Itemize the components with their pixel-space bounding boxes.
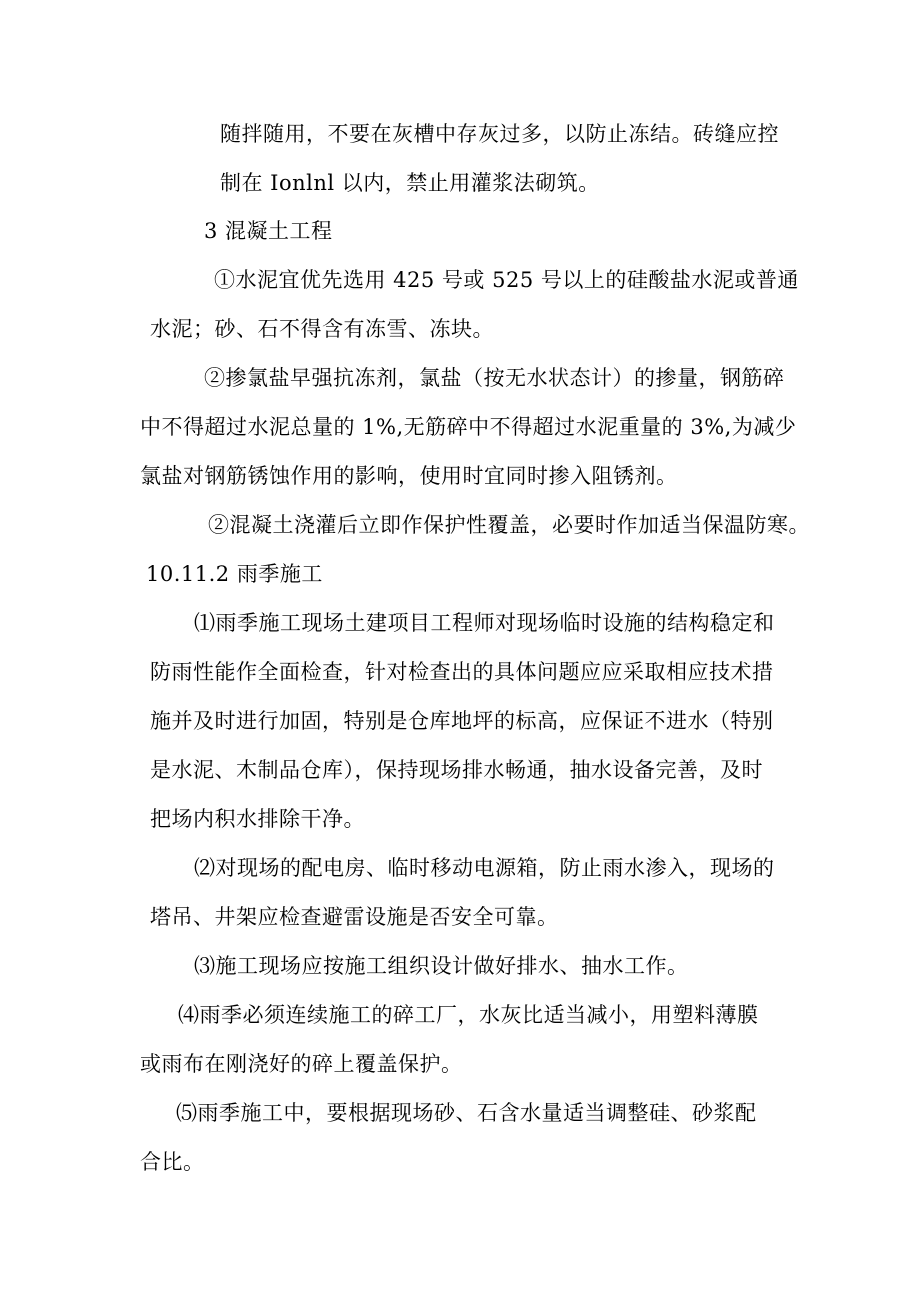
- section-heading: 10.11.2 雨季施工: [146, 562, 323, 586]
- text-line: ⑶施工现场应按施工组织设计做好排水、抽水工作。: [194, 954, 689, 978]
- section-heading: 3 混凝土工程: [204, 219, 333, 243]
- text-line: 塔吊、井架应检查避雷设施是否安全可靠。: [150, 905, 559, 929]
- text-line: ⑵对现场的配电房、临时移动电源箱，防止雨水渗入，现场的: [194, 856, 775, 880]
- text-line: 是水泥、木制品仓库），保持现场排水畅通，抽水设备完善，及时: [150, 758, 763, 782]
- text-line: 水泥；砂、石不得含有冻雪、冻块。: [150, 317, 494, 341]
- text-line: ⑴雨季施工现场土建项目工程师对现场临时设施的结构稳定和: [194, 611, 775, 635]
- text-line: 氯盐对钢筋锈蚀作用的影响，使用时宜同时掺入阻锈剂。: [140, 464, 678, 488]
- text-line: 或雨布在刚浇好的碎上覆盖保护。: [140, 1052, 463, 1076]
- text-line: ①水泥宜优先选用 425 号或 525 号以上的硅酸盐水泥或普通: [214, 268, 799, 292]
- text-line: ⑸雨季施工中，要根据现场砂、石含水量适当调整硅、砂浆配: [176, 1101, 757, 1125]
- text-line: ②混凝土浇灌后立即作保护性覆盖，必要时作加适当保温防寒。: [208, 513, 810, 537]
- text-line: 制在 Ionlnl 以内，禁止用灌浆法砌筑。: [220, 171, 600, 195]
- text-line: ⑷雨季必须连续施工的碎工厂，水灰比适当减小，用塑料薄膜: [178, 1003, 759, 1027]
- text-line: 合比。: [140, 1150, 205, 1174]
- text-line: 防雨性能作全面检查，针对检查出的具体问题应应采取相应技术措: [150, 660, 774, 684]
- text-line: 随拌随用，不要在灰槽中存灰过多，以防止冻结。砖缝应控: [220, 122, 779, 146]
- text-line: ②掺氯盐早强抗冻剂，氯盐（按无水状态计）的掺量，钢筋碎: [204, 366, 785, 390]
- text-line: 把场内积水排除干净。: [150, 807, 365, 831]
- text-line: 中不得超过水泥总量的 1%,无筋碎中不得超过水泥重量的 3%,为减少: [140, 415, 797, 439]
- text-line: 施并及时进行加固，特别是仓库地坪的标高，应保证不进水（特别: [150, 709, 774, 733]
